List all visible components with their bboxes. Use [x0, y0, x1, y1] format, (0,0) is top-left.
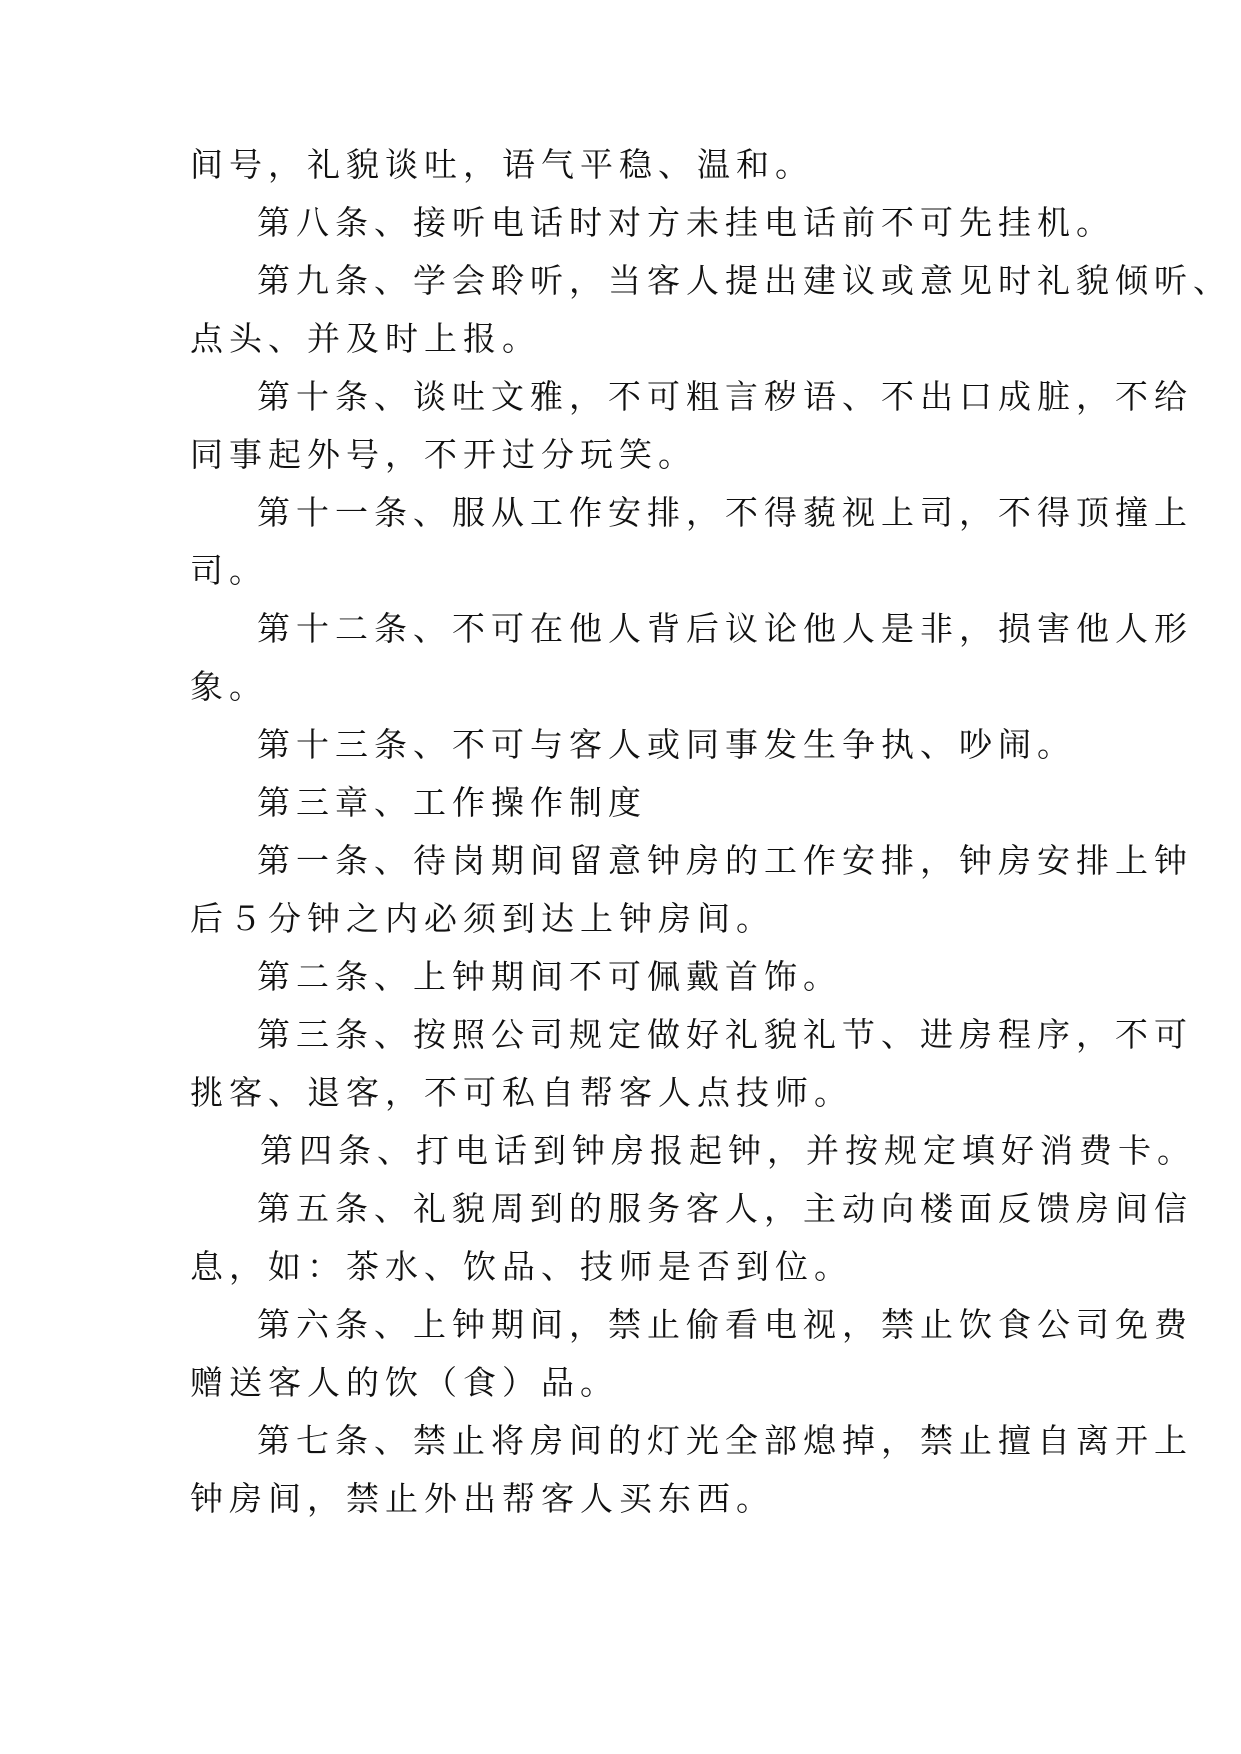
text-line-1: 间号，礼貌谈吐，语气平稳、温和。 [190, 145, 814, 184]
chapter-3-article-1: 第一条、待岗期间留意钟房的工作安排，钟房安排上钟 [257, 841, 1193, 880]
article-12: 第十二条、不可在他人背后议论他人是非，损害他人形 [257, 609, 1193, 648]
text-line-14: 后５分钟之内必须到达上钟房间。 [190, 899, 775, 938]
text-line-22: 赠送客人的饮（食）品。 [190, 1363, 619, 1402]
chapter-3-article-7: 第七条、禁止将房间的灯光全部熄掉，禁止擅自离开上 [257, 1421, 1193, 1460]
article-13: 第十三条、不可与客人或同事发生争执、吵闹。 [257, 725, 1076, 764]
text-line-24: 钟房间，禁止外出帮客人买东西。 [190, 1479, 775, 1518]
text-line-4: 点头、并及时上报。 [190, 319, 541, 358]
text-line-8: 司。 [190, 551, 268, 590]
chapter-3-article-2: 第二条、上钟期间不可佩戴首饰。 [257, 957, 842, 996]
chapter-3-article-5: 第五条、礼貌周到的服务客人，主动向楼面反馈房间信 [257, 1189, 1193, 1228]
text-line-20: 息，如：茶水、饮品、技师是否到位。 [190, 1247, 853, 1286]
chapter-3-article-4: 第四条、打电话到钟房报起钟，并按规定填好消费卡。 [260, 1131, 1196, 1170]
chapter-3-article-3: 第三条、按照公司规定做好礼貌礼节、进房程序，不可 [257, 1015, 1193, 1054]
chapter-3-heading: 第三章、工作操作制度 [257, 783, 647, 822]
chapter-3-article-6: 第六条、上钟期间，禁止偷看电视，禁止饮食公司免费 [257, 1305, 1193, 1344]
article-9: 第九条、学会聆听，当客人提出建议或意见时礼貌倾听、 [257, 261, 1232, 300]
text-line-6: 同事起外号，不开过分玩笑。 [190, 435, 697, 474]
article-8: 第八条、接听电话时对方未挂电话前不可先挂机。 [257, 203, 1115, 242]
article-10: 第十条、谈吐文雅，不可粗言秽语、不出口成脏，不给 [257, 377, 1193, 416]
text-line-17: 挑客、退客，不可私自帮客人点技师。 [190, 1073, 853, 1112]
article-11: 第十一条、服从工作安排，不得藐视上司，不得顶撞上 [257, 493, 1193, 532]
text-line-10: 象。 [190, 667, 268, 706]
